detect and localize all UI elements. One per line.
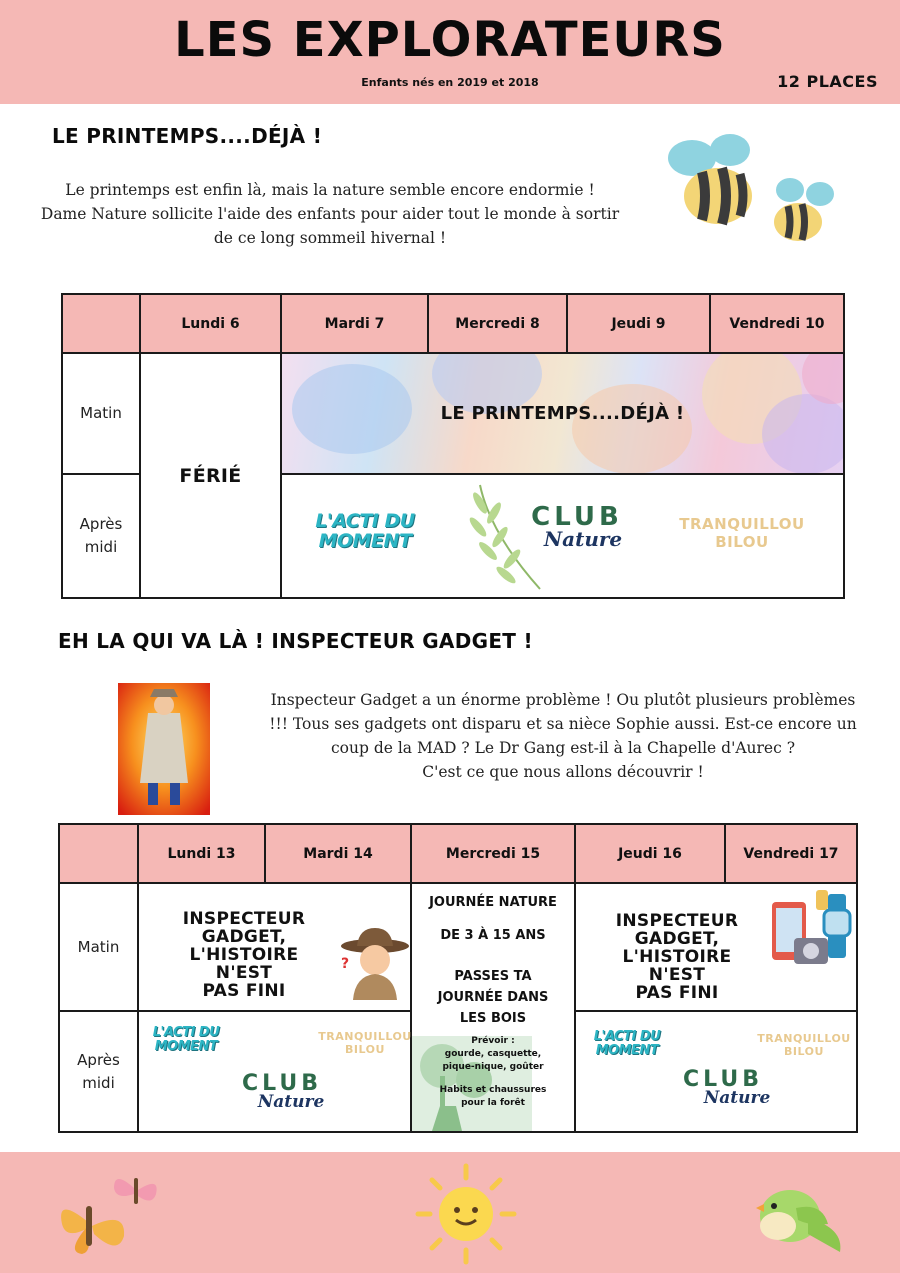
places-count: 12 PLACES (777, 72, 878, 91)
day-header: Jeudi 9 (567, 294, 710, 353)
nature-day-line: JOURNÉE DANS (437, 990, 549, 1005)
row-label-matin: Matin (59, 883, 138, 1011)
week2-desc-line: Inspecteur Gadget a un énorme problème ! Ou plutôt plusieurs problèmes (270, 691, 856, 709)
activity-line: GADGET, (201, 927, 287, 947)
prevoir-item: Habits et chaussures (439, 1085, 547, 1095)
table-corner (59, 824, 138, 883)
bird-icon (748, 1168, 848, 1258)
week2-description (266, 688, 860, 784)
gadget-activity-cell (138, 883, 411, 1011)
row-label-apres-midi (59, 1011, 138, 1132)
holiday-cell: FÉRIÉ (140, 353, 281, 598)
activity-line: GADGET, (634, 929, 720, 949)
logo-text: BILOU (345, 1043, 385, 1056)
club-nature-logo (668, 1067, 778, 1108)
nature-day-text (412, 884, 574, 1029)
logo-text: CLUB (241, 1071, 322, 1096)
day-header: Mardi 14 (265, 824, 411, 883)
club-nature-logo (227, 1071, 337, 1112)
bee-icon (668, 134, 752, 224)
week2-schedule (58, 823, 858, 1133)
day-header: Vendredi 10 (710, 294, 844, 353)
header-banner (0, 0, 900, 104)
acti-du-moment-logo (592, 1030, 662, 1058)
day-header: Jeudi 16 (575, 824, 725, 883)
prevoir-title: Prévoir : (471, 1036, 515, 1046)
nature-day-line: JOURNÉE NATURE (429, 895, 557, 910)
gadget-activity-cell (575, 883, 857, 1011)
gadgets-icon (770, 888, 854, 970)
activity-line: L'HISTOIRE N'EST (189, 945, 299, 983)
day-header: Mardi 7 (281, 294, 428, 353)
week2-desc-line: !!! Tous ses gadgets ont disparu et sa nièce Sophie aussi. Est-ce encore un (269, 715, 857, 733)
row-label-matin: Matin (62, 353, 140, 474)
logo-text: CLUB (531, 502, 623, 532)
detective-icon (335, 924, 411, 1000)
logo-text: L'ACTI DU (152, 1025, 220, 1040)
activity-line: PAS FINI (635, 983, 719, 1003)
day-header: Lundi 6 (140, 294, 281, 353)
activity-line: L'HISTOIRE N'EST (622, 947, 732, 985)
svg-text:?: ? (341, 956, 350, 972)
inspector-gadget-picture (118, 683, 210, 815)
day-header: Mercredi 8 (428, 294, 567, 353)
day-header: Mercredi 15 (411, 824, 575, 883)
day-header: Vendredi 17 (725, 824, 857, 883)
week1-title: LE PRINTEMPS....DÉJÀ ! (52, 124, 323, 148)
club-nature-logo (512, 502, 642, 551)
afternoon-activities (281, 474, 844, 598)
week1-desc-line: de ce long sommeil hivernal ! (213, 229, 447, 247)
logo-text: MOMENT (595, 1043, 659, 1058)
prevoir-box (412, 1035, 574, 1110)
sun-icon (414, 1162, 518, 1266)
prevoir-item: pour la forêt (461, 1098, 525, 1108)
bee-icon (774, 178, 834, 241)
activity-line: PAS FINI (202, 981, 286, 1001)
prevoir-item: pique-nique, goûter (442, 1062, 544, 1072)
week1-description (30, 178, 630, 250)
spring-banner (281, 353, 844, 474)
afternoon-activities (138, 1011, 411, 1132)
table-corner (62, 294, 140, 353)
nature-day-line: DE 3 À 15 ANS (440, 928, 546, 943)
logo-text: BILOU (784, 1045, 824, 1058)
logo-text: Nature (703, 1088, 771, 1108)
logo-text: L'ACTI DU (593, 1029, 661, 1044)
prevoir-item: gourde, casquette, (444, 1049, 542, 1059)
tranquillou-bilou-logo (672, 515, 812, 551)
week2-desc-line: coup de la MAD ? Le Dr Gang est-il à la Chapelle d'Aurec ? (330, 739, 796, 757)
logo-text: Nature (543, 527, 623, 551)
week1-schedule (61, 293, 845, 599)
week2-desc-line: C'est ce que nous allons découvrir ! (422, 763, 704, 781)
logo-text: Nature (257, 1092, 325, 1112)
nature-day-cell (411, 883, 575, 1132)
page-title: LES EXPLORATEURS (174, 12, 726, 68)
acti-du-moment-logo (151, 1026, 221, 1054)
week1-desc-line: Le printemps est enfin là, mais la nature semble encore endormie ! (65, 181, 595, 199)
logo-text: MOMENT (154, 1039, 218, 1054)
nature-day-line: PASSES TA (454, 969, 532, 984)
activity-line: INSPECTEUR (182, 909, 306, 929)
day-header: Lundi 13 (138, 824, 265, 883)
logo-text: TRANQUILLOU (318, 1030, 412, 1043)
gadget-activity-text (159, 910, 329, 1000)
row-label-apres-midi (62, 474, 140, 598)
week2-title: EH LA QUI VA LÀ ! INSPECTEUR GADGET ! (58, 629, 533, 653)
row-label-line: Après (77, 1050, 120, 1069)
footer-banner (0, 1152, 900, 1273)
logo-text: TRANQUILLOU (757, 1032, 851, 1045)
tranquillou-bilou-logo (754, 1032, 854, 1058)
logo-text: L'ACTI DU (315, 510, 415, 532)
butterflies-icon (52, 1166, 162, 1258)
logo-text: BILOU (715, 533, 769, 551)
week1-desc-line: Dame Nature sollicite l'aide des enfants pour aider tout le monde à sortir (40, 205, 620, 223)
row-label-line: midi (82, 1073, 115, 1092)
activity-line: INSPECTEUR (615, 911, 739, 931)
afternoon-activities (575, 1011, 857, 1132)
spring-banner-text: LE PRINTEMPS....DÉJÀ ! (440, 402, 685, 424)
tranquillou-bilou-logo (315, 1030, 415, 1056)
nature-day-line: LES BOIS (459, 1011, 527, 1026)
logo-text: CLUB (682, 1067, 763, 1092)
acti-du-moment-logo (310, 511, 420, 551)
logo-text: TRANQUILLOU (679, 515, 805, 533)
bees-illustration (662, 128, 842, 248)
logo-text: MOMENT (318, 530, 412, 552)
row-label-line: Après (79, 515, 123, 533)
gadget-activity-text (592, 912, 762, 1002)
age-subtitle: Enfants nés en 2019 et 2018 (361, 76, 539, 89)
row-label-line: midi (84, 538, 118, 556)
